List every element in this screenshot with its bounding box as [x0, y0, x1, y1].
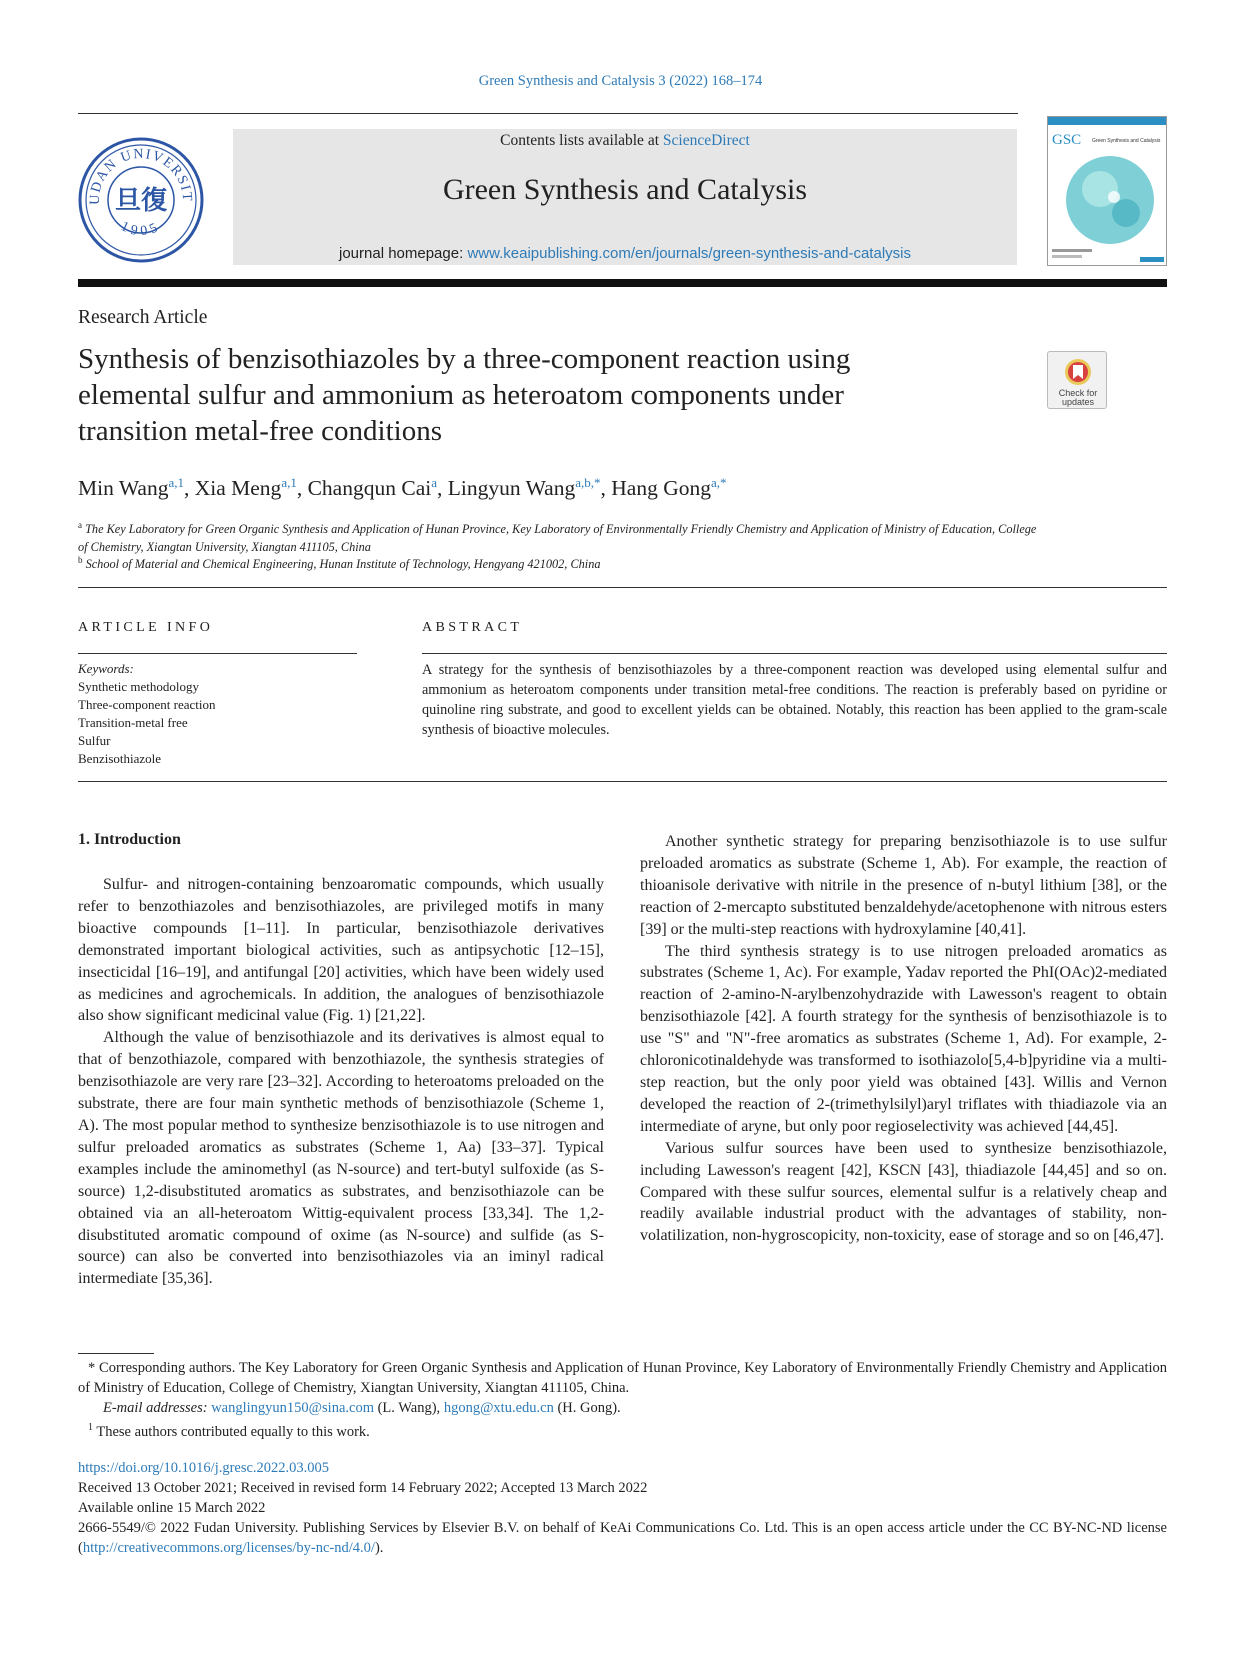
- journal-title: Green Synthesis and Catalysis: [442, 173, 808, 206]
- keyword: Sulfur: [78, 733, 111, 748]
- available-online: Available online 15 March 2022: [78, 1500, 266, 1516]
- crossmark-label-2: updates: [1061, 397, 1095, 407]
- journal-citation[interactable]: Green Synthesis and Catalysis 3 (2022) 168–174: [478, 73, 763, 89]
- body-right-column: [640, 831, 1167, 1247]
- received-dates: Received 13 October 2021; Received in revised form 14 February 2022; Accepted 13 March 2022: [78, 1480, 648, 1496]
- logo-glyph: 旦復: [114, 186, 168, 216]
- publication-footer: [78, 1458, 1167, 1558]
- author-affil-mark[interactable]: a,1: [281, 475, 297, 490]
- cover-title: Green Synthesis and Catalysis: [1092, 138, 1161, 144]
- abstract-bottom-rule: [78, 781, 1167, 782]
- author-name: Hang Gong: [611, 476, 711, 500]
- body-paragraph: Sulfur- and nitrogen-containing benzoaromatic compounds, which usually refer to benzothiazoles and benzisothiazoles, are privileged motifs in many bioactive compounds [1–11]. In particular, benzisothiazole derivatives demonstrated important biological activities, such as antipsychotic [12–15], insecticidal [16–19], and antifungal [20] activities, which have been widely used as medicines and agrochemicals. In addition, the analogues of benzisothiazole also show significant medicinal value (Fig. 1) [21,22].: [78, 876, 604, 1025]
- body-paragraph: Another synthetic strategy for preparing benzisothiazole is to use sulfur preloaded aromatics as substrate (Scheme 1, Ab). For example, the reaction of thioanisole derivative with nitrile in the presence of n-butyl lithium [38], or the reaction of 2-mercapto substituted benzaldehyde/acetophenone with nitrous esters [39] or the multi-step reactions with hydroxylamine [40,41].: [640, 833, 1167, 938]
- author-affil-mark[interactable]: a,*: [710, 475, 727, 490]
- author-affil-mark[interactable]: a: [431, 475, 437, 490]
- homepage-link[interactable]: www.keaipublishing.com/en/journals/green-synthesis-and-catalysis: [467, 245, 911, 262]
- sciencedirect-link[interactable]: ScienceDirect: [662, 132, 750, 149]
- author-list: Min Wang$^{a,1}$, Xia Meng$^{a,1}$, Changqun Cai$^a$, Lingyun Wang$^{a,b,*}$, Hang Gong$^{a,*}$: [78, 475, 727, 500]
- keyword: Benzisothiazole: [78, 751, 162, 766]
- body-paragraph: Various sulfur sources have been used to synthesize benzisothiazole, including Lawesson's reagent [42], KSCN [43], thiadiazole [44,45] and so on. Compared with these sulfur sources, elemental sulfur is a relatively cheap and readily available industrial product with the advantages of stability, non-volatilization, non-hygroscopicity, non-toxicity, ease of storage and so on [46,47].: [640, 1139, 1167, 1245]
- footnotes-block: [78, 1358, 1167, 1442]
- affiliation-rule: [78, 587, 1167, 588]
- author-affil-mark[interactable]: a,b,*: [575, 475, 601, 490]
- equal-contribution-note: $^1$ These authors contributed equally to this work.: [88, 1422, 370, 1440]
- author-affil-mark[interactable]: a,1: [168, 475, 184, 490]
- corresponding-author-note: * Corresponding authors. The Key Laboratory for Green Organic Synthesis and Application of Hunan Province, Key Laboratory of Environmentally Friendly Chemistry and Application of Ministry of Education, College of Chemistry, Xiangtan University, Xiangtan 411105, China.: [78, 1360, 1167, 1396]
- logo-year: 1905: [118, 219, 164, 240]
- doi-link[interactable]: https://doi.org/10.1016/j.gresc.2022.03.005: [78, 1460, 330, 1476]
- body-paragraph: The third synthesis strategy is to use nitrogen preloaded aromatics as substrates (Scheme 1, Ac). For example, Yadav reported the PhI(OAc)2-mediated reaction of 2-amino-N-arylbenzohydrazide with Lawesson's reagent to obtain benzisothiazole [42]. A fourth strategy for the synthesis of benzisothiazole is to use "S" and "N"-free aromatics as substrates (Scheme 1, Ad). For example, 2-chloronicotinaldehyde was transformed to isothiazolo[5,4-b]pyridine via a multi-step reaction, but the only poor yield was obtained [43]. Willis and Vernon developed the reaction of 2-(trimethylsilyl)aryl triflates with thiadiazole via an intermediate of aryne, but only poor regioselectivity was achieved [44,45].: [640, 942, 1167, 1135]
- email-link[interactable]: hgong@xtu.edu.cn: [443, 1400, 554, 1416]
- fudan-university-logo: [77, 136, 205, 264]
- header-thick-bar: [78, 279, 1167, 287]
- section-heading: 1. Introduction: [78, 831, 181, 848]
- keyword: Transition-metal free: [78, 715, 188, 730]
- contents-line: Contents lists available at ScienceDirect: [500, 132, 750, 149]
- author-name: Changqun Cai: [307, 476, 432, 500]
- abstract-heading: ABSTRACT: [422, 620, 523, 635]
- check-for-updates-badge[interactable]: [1047, 351, 1107, 409]
- keyword: Synthetic methodology: [78, 679, 199, 694]
- article-info-rule: [78, 653, 357, 654]
- body-left-column: [78, 874, 604, 1290]
- author-name: Min Wang: [78, 476, 169, 500]
- keyword: Three-component reaction: [78, 697, 216, 712]
- article-info-heading: ARTICLE INFO: [78, 620, 214, 635]
- article-title: Synthesis of benzisothiazoles by a three-component reaction using elemental sulfur and ammonium as heteroatom components under transition metal-free conditions: [78, 343, 851, 447]
- license-link[interactable]: http://creativecommons.org/licenses/by-nc-nd/4.0/: [82, 1540, 375, 1556]
- header-rule: [78, 113, 1018, 114]
- journal-banner: [233, 129, 1017, 265]
- affiliation-b: $^b$ School of Material and Chemical Engineering, Hunan Institute of Technology, Hengyang 421002, China: [78, 555, 601, 572]
- abstract-text: A strategy for the synthesis of benzisothiazoles by a three-component reaction was developed using elemental sulfur and ammonium as heteroatom components under transition metal-free conditions. The reaction is preferably based on pyridine or quinoline ring substrate, and good to excellent yields can be obtained. Notably, this reaction has been applied to the gram-scale synthesis of bioactive molecules.: [422, 662, 1167, 738]
- journal-cover-thumbnail[interactable]: [1047, 116, 1167, 266]
- email-link[interactable]: wanglingyun150@sina.com: [211, 1400, 374, 1416]
- abstract-rule: [422, 653, 1167, 654]
- crossmark-label-1: Check for: [1058, 388, 1098, 398]
- footnote-rule: [78, 1353, 154, 1354]
- author-name: Lingyun Wang: [447, 476, 576, 500]
- logo-text: UDAN UNIVERSIT: [87, 146, 195, 205]
- article-type: Research Article: [78, 307, 208, 328]
- keywords-label: Keywords:: [78, 661, 134, 676]
- email-line: E-mail addresses: wanglingyun150@sina.com (L. Wang), hgong@xtu.edu.cn (H. Gong).: [103, 1400, 621, 1416]
- author-name: Xia Meng: [194, 476, 282, 500]
- license-statement: 2666-5549/© 2022 Fudan University. Publishing Services by Elsevier B.V. on behalf of KeAi Communications Co. Ltd. This is an open access article under the CC BY-NC-ND license (http://creativecommons.org/licenses/by-nc-nd/4.0/).: [78, 1520, 1167, 1556]
- keywords-block: [78, 660, 216, 768]
- cover-abbrev: GSC: [1052, 132, 1082, 148]
- body-paragraph: Although the value of benzisothiazole and its derivatives is almost equal to that of benzothiazole, compared with benzothiazole, the synthesis strategies of benzisothiazole are very rare [23–32]. According to heteroatoms preloaded on the substrate, there are four main synthetic methods of benzisothiazole (Scheme 1, A). The most popular method to synthesize benzisothiazole is to use nitrogen and sulfur preloaded aromatics as substrates (Scheme 1, Aa) [33–37]. Typical examples include the aminomethyl (as N-source) and tert-butyl sulfoxide (as S-source) 1,2-disubstituted aromatics as substrates, and benzisothiazole can be obtained via an all-heteroatom Wittig-equivalent process [33,34]. The 1,2-disubstituted aromatic compound of oxime (as N-source) and sulfide (as S-source) can also be converted into benzisothiazoles via an iminyl radical intermediate [35,36].: [78, 1029, 604, 1288]
- affiliation-a: $^a$ The Key Laboratory for Green Organic Synthesis and Application of Hunan Province, Key Laboratory of Environmentally Friendly Chemistry and Application of Ministry of Education, College of Chemistry, Xiangtan University, Xiangtan 411105, China: [78, 520, 1037, 555]
- svg-text:1905: [118, 219, 163, 239]
- journal-homepage: journal homepage: www.keaipublishing.com/en/journals/green-synthesis-and-catalysis: [339, 245, 911, 262]
